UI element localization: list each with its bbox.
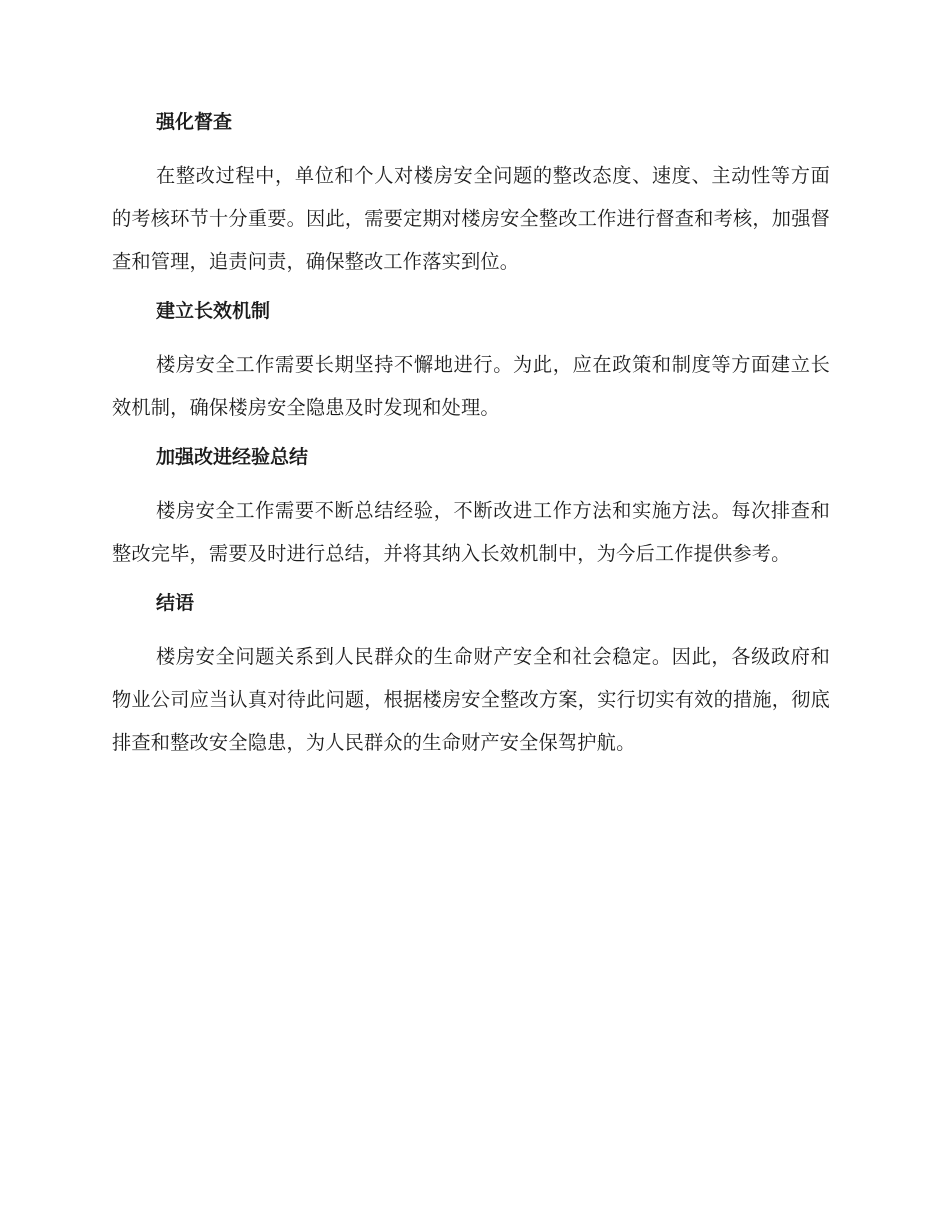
section-paragraph: 楼房安全工作需要不断总结经验，不断改进工作方法和实施方法。每次排查和整改完毕，需要及时进行总结，并将其纳入长效机制中，为今后工作提供参考。 <box>112 499 830 565</box>
section-heading: 加强改进经验总结 <box>156 446 309 468</box>
section-heading: 强化督查 <box>156 111 233 133</box>
section-supervision <box>112 108 830 283</box>
section-heading: 结语 <box>156 592 195 614</box>
section-conclusion <box>112 589 830 764</box>
section-experience-summary <box>112 443 830 575</box>
document-page <box>112 108 830 778</box>
section-paragraph: 楼房安全问题关系到人民群众的生命财产安全和社会稳定。因此，各级政府和物业公司应当认真对待此问题，根据楼房安全整改方案，实行切实有效的措施，彻底排查和整改安全隐患，为人民群众的生命财产安全保驾护航。 <box>112 645 830 754</box>
section-paragraph: 楼房安全工作需要长期坚持不懈地进行。为此，应在政策和制度等方面建立长效机制，确保楼房安全隐患及时发现和处理。 <box>112 353 830 419</box>
section-long-term-mechanism <box>112 297 830 429</box>
section-heading: 建立长效机制 <box>156 300 271 322</box>
section-paragraph: 在整改过程中，单位和个人对楼房安全问题的整改态度、速度、主动性等方面的考核环节十分重要。因此，需要定期对楼房安全整改工作进行督查和考核，加强督查和管理，追责问责，确保整改工作落实到位。 <box>112 164 830 273</box>
